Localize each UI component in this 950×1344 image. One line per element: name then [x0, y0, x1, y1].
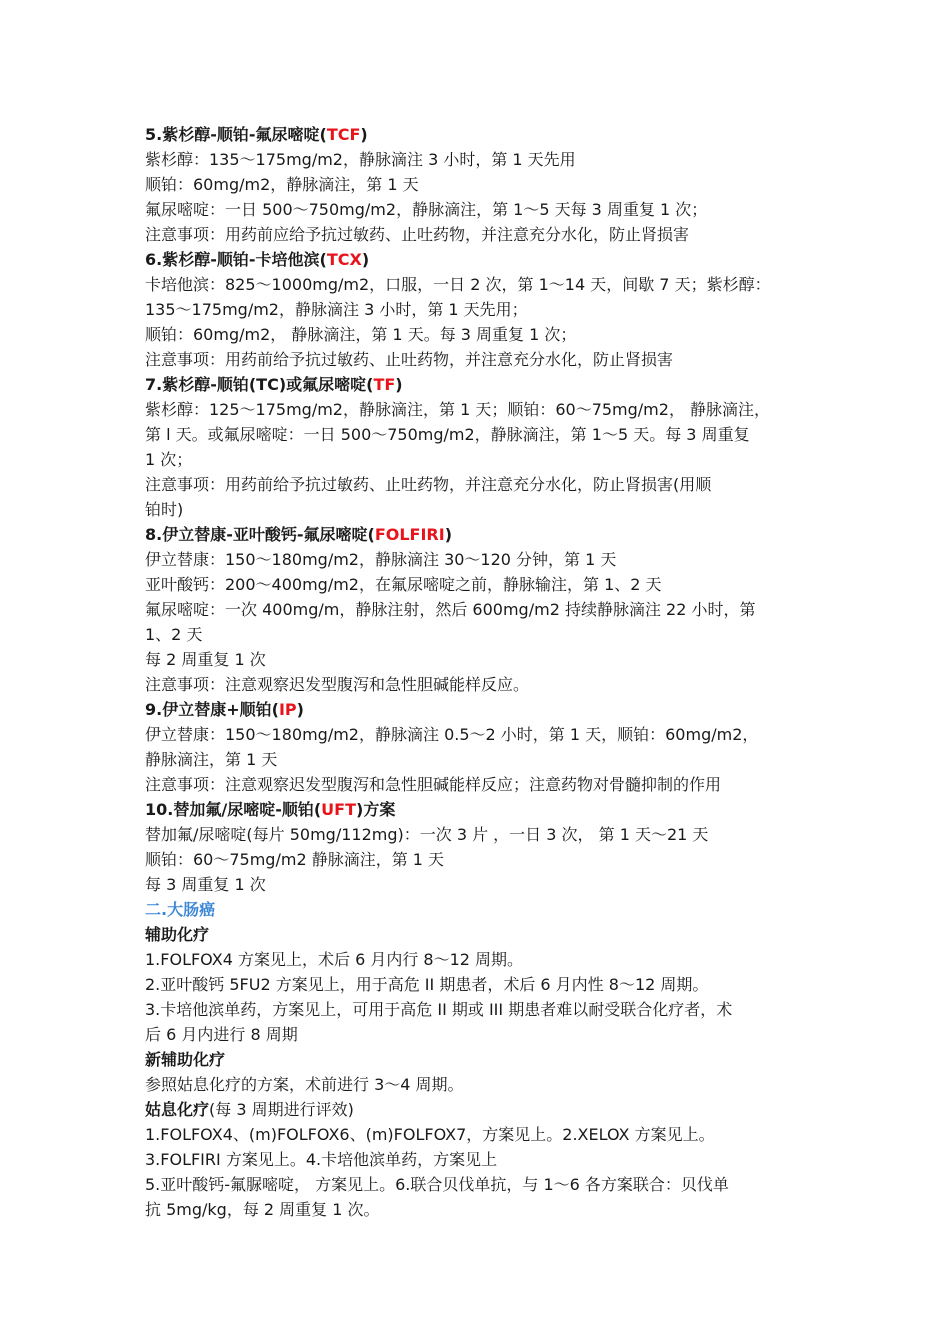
text-run: ): [395, 375, 403, 394]
text-line: [145, 972, 815, 997]
text-run: ): [296, 700, 304, 719]
text-run: 顺铂：60～75mg/m2 静脉滴注，第 1 天: [145, 850, 445, 869]
text-run: 8.伊立替康-亚叶酸钙-氟尿嘧啶(: [145, 525, 375, 544]
text-line: [145, 447, 815, 472]
text-run: 注意事项：用药前给予抗过敏药、止吐药物，并注意充分水化，防止肾损害: [145, 350, 674, 369]
text-run: 辅助化疗: [145, 925, 210, 944]
text-run: 注意事项：用药前给予抗过敏药、止吐药物，并注意充分水化，防止肾损害(用顺: [145, 475, 712, 494]
text-run: 1 次；: [145, 450, 193, 469]
text-line: [145, 1072, 815, 1097]
text-line: [145, 222, 815, 247]
text-run: 2.亚叶酸钙 5FU2 方案见上，用于高危 II 期患者，术后 6 月内性 8～12 周期。: [145, 975, 709, 994]
text-run: ): [361, 250, 370, 269]
text-run: 第 l 天。或氟尿嘧啶：一日 500～750mg/m2，静脉滴注，第 1～5 天。每 3 周重复: [145, 425, 750, 444]
highlighted-text: UFT: [321, 800, 356, 819]
text-line: [145, 322, 815, 347]
text-line: [145, 947, 815, 972]
highlighted-text: TCF: [326, 125, 361, 144]
text-line: [145, 822, 815, 847]
text-line: [145, 397, 815, 422]
text-run: 紫杉醇：135～175mg/m2，静脉滴注 3 小时，第 1 天先用: [145, 150, 576, 169]
text-run: 1、2 天: [145, 625, 203, 644]
section-heading: [145, 122, 815, 147]
text-line: [145, 672, 815, 697]
text-line: [145, 497, 815, 522]
text-run: 抗 5mg/kg，每 2 周重复 1 次。: [145, 1200, 380, 1219]
highlighted-text: 二.大肠癌: [145, 900, 216, 919]
section-heading: [145, 922, 815, 947]
section-heading: [145, 1047, 815, 1072]
text-run: 9.伊立替康+顺铂(: [145, 700, 279, 719]
text-run: 替加氟/尿嘧啶(每片 50mg/112mg)：一次 3 片 ，一日 3 次， 第 1 天～21 天: [145, 825, 709, 844]
text-line: [145, 1147, 815, 1172]
text-run: 注意事项：注意观察迟发型腹泻和急性胆碱能样反应。: [145, 675, 530, 694]
section-heading: [145, 372, 815, 397]
text-run: 5.紫杉醇-顺铂-氟尿嘧啶(: [145, 125, 327, 144]
text-run: 卡培他滨：825～1000mg/m2，口服，一日 2 次，第 1～14 天，间歇 7 天；紫杉醇：: [145, 275, 771, 294]
text-line: [145, 872, 815, 897]
section-heading: [145, 697, 815, 722]
text-run: 1.FOLFOX4 方案见上，术后 6 月内行 8～12 周期。: [145, 950, 524, 969]
text-line: [145, 747, 815, 772]
text-run: 铂时): [145, 500, 184, 519]
text-run: 注意事项：用药前应给予抗过敏药、止吐药物，并注意充分水化，防止肾损害: [145, 225, 690, 244]
text-run: 后 6 月内进行 8 周期: [145, 1025, 298, 1044]
text-run: 135～175mg/m2，静脉滴注 3 小时，第 1 天先用；: [145, 300, 528, 319]
text-line: [145, 172, 815, 197]
text-run: ): [444, 525, 453, 544]
text-run: 10.替加氟/尿嘧啶-顺铂(: [145, 800, 322, 819]
text-run: 每 2 周重复 1 次: [145, 650, 266, 669]
text-line: [145, 422, 815, 447]
text-line: [145, 597, 815, 622]
text-run: 顺铂：60mg/m2，静脉滴注，第 1 天: [145, 175, 419, 194]
highlighted-text: 姑息化疗: [145, 1100, 210, 1119]
text-line: [145, 1172, 815, 1197]
highlighted-text: IP: [278, 700, 297, 719]
text-run: )方案: [356, 800, 396, 819]
text-line: [145, 297, 815, 322]
text-run: 新辅助化疗: [145, 1050, 226, 1069]
text-run: 每 3 周重复 1 次: [145, 875, 266, 894]
text-run: 5.亚叶酸钙-氟脲嘧啶， 方案见上。6.联合贝伐单抗，与 1～6 各方案联合：贝伐单: [145, 1175, 729, 1194]
text-run: 紫杉醇：125～175mg/m2，静脉滴注，第 1 天；顺铂：60～75mg/m2， 静脉滴注，: [145, 400, 771, 419]
text-line: [145, 1197, 815, 1222]
text-line: [145, 572, 815, 597]
text-run: 3.FOLFIRI 方案见上。4.卡培他滨单药，方案见上: [145, 1150, 498, 1169]
text-run: 6.紫杉醇-顺铂-卡培他滨(: [145, 250, 327, 269]
text-run: ): [360, 125, 368, 144]
text-line: [145, 197, 815, 222]
text-run: 氟尿嘧啶：一次 400mg/m，静脉注射，然后 600mg/m2 持续静脉滴注 22 小时，第: [145, 600, 756, 619]
text-run: 伊立替康：150～180mg/m2，静脉滴注 0.5～2 小时，第 1 天，顺铂：60mg/m2，: [145, 725, 759, 744]
text-line: [145, 472, 815, 497]
section-heading: [145, 522, 815, 547]
section-heading: [145, 247, 815, 272]
text-line: [145, 147, 815, 172]
text-line: [145, 272, 815, 297]
document-page: [145, 122, 815, 1222]
text-line: [145, 1122, 815, 1147]
text-run: 顺铂：60mg/m2， 静脉滴注，第 1 天。每 3 周重复 1 次；: [145, 325, 577, 344]
highlighted-text: FOLFIRI: [374, 525, 445, 544]
text-run: 3.卡培他滨单药，方案见上，可用于高危 II 期或 III 期患者难以耐受联合化疗者，术: [145, 1000, 733, 1019]
text-line: [145, 997, 815, 1022]
text-run: 参照姑息化疗的方案，术前进行 3～4 周期。: [145, 1075, 464, 1094]
text-line: [145, 622, 815, 647]
text-line: [145, 1022, 815, 1047]
text-run: (每 3 周期进行评效): [209, 1100, 354, 1119]
text-run: 7.紫杉醇-顺铂(TC)或氟尿嘧啶(: [145, 375, 374, 394]
text-run: 1.FOLFOX4、(m)FOLFOX6、(m)FOLFOX7，方案见上。2.XELOX 方案见上。: [145, 1125, 715, 1144]
text-line: [145, 647, 815, 672]
text-line: [145, 772, 815, 797]
text-run: 注意事项：注意观察迟发型腹泻和急性胆碱能样反应；注意药物对骨髓抑制的作用: [145, 775, 722, 794]
highlighted-text: TF: [373, 375, 396, 394]
text-line: [145, 1097, 815, 1122]
text-line: [145, 347, 815, 372]
text-run: 伊立替康：150～180mg/m2，静脉滴注 30～120 分钟，第 1 天: [145, 550, 617, 569]
text-line: [145, 547, 815, 572]
highlighted-text: TCX: [326, 250, 362, 269]
text-line: [145, 847, 815, 872]
section-heading: [145, 797, 815, 822]
text-line: [145, 722, 815, 747]
text-run: 静脉滴注，第 1 天: [145, 750, 278, 769]
section-heading: [145, 897, 815, 922]
text-run: 亚叶酸钙：200～400mg/m2，在氟尿嘧啶之前，静脉输注，第 1、2 天: [145, 575, 662, 594]
text-run: 氟尿嘧啶：一日 500～750mg/m2，静脉滴注，第 1～5 天每 3 周重复 1 次；: [145, 200, 708, 219]
